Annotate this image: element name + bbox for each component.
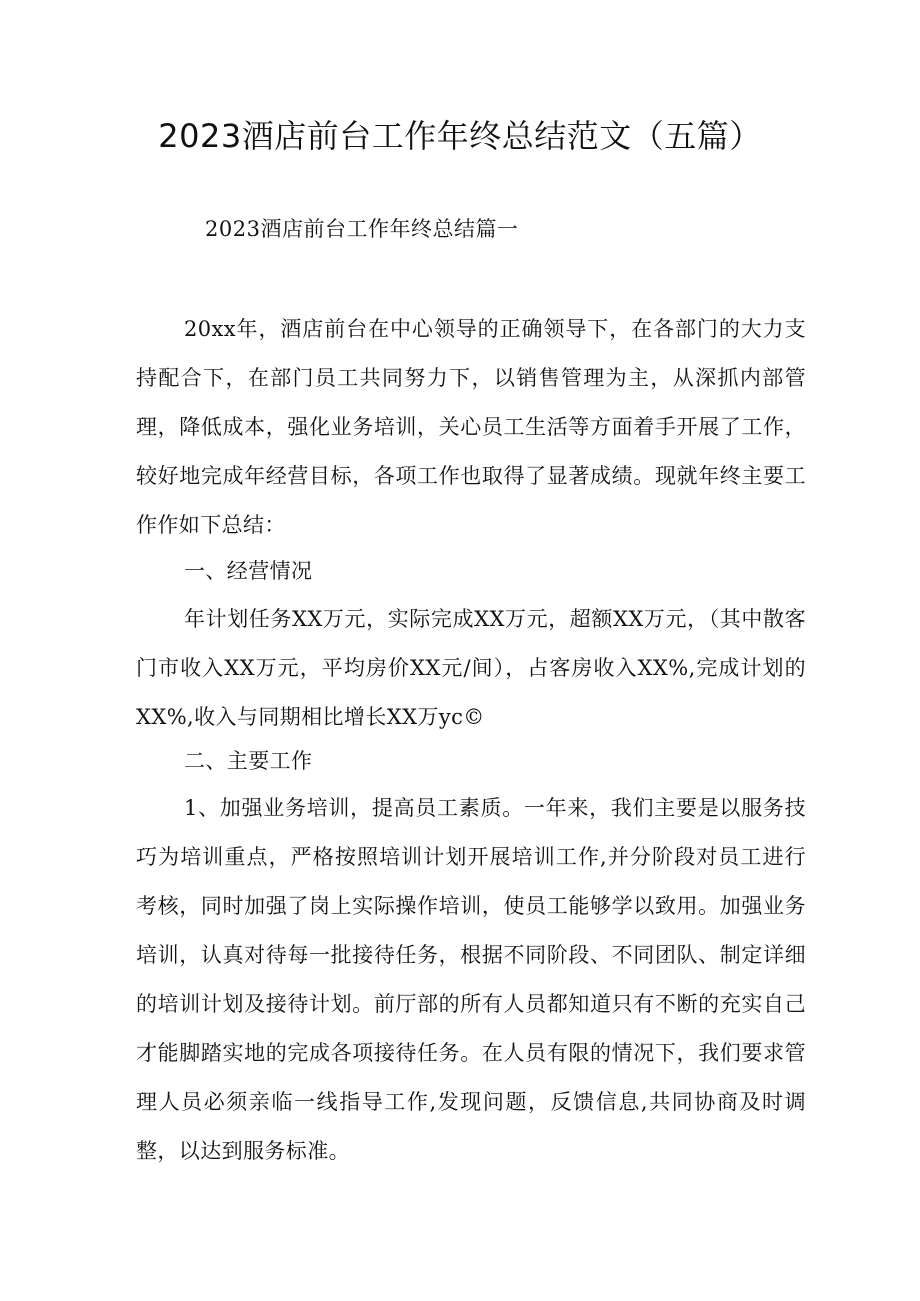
heading-main-work: 二、主要工作	[184, 749, 313, 773]
document-title: 2023酒店前台工作年终总结范文（五篇）	[158, 117, 762, 155]
paragraph-training: 1、加强业务培训，提高员工素质。一年来，我们主要是以服务技巧为培训重点，严格按照培训计划开展培训工作,并分阶段对员工进行考核，同时加强了岗上实际操作培训，使员工能够学以致用。加强业务培训，认真对待每一批接待任务，根据不同阶段、不同团队、制定详细的培训计划及接待计划。前厅部的所有人员都知道只有不断的充实自己才能脚踏实地的完成各项接待任务。在人员有限的情况下，我们要求管理人员必须亲临一线指导工作,发现问题，反馈信息,共同协商及时调整，以达到服务标准。	[136, 796, 806, 1163]
heading-operations: 一、经营情况	[184, 559, 313, 583]
section-title: 2023酒店前台工作年终总结篇一	[205, 217, 519, 241]
paragraph-intro: 20xx年，酒店前台在中心领导的正确领导下，在各部门的大力支持配合下，在部门员工共同努力下，以销售管理为主，从深抓内部管理，降低成本，强化业务培训，关心员工生活等方面着手开展了工作，较好地完成年经营目标，各项工作也取得了显著成绩。现就年终主要工作作如下总结：	[136, 317, 806, 537]
paragraph-operations: 年计划任务XX万元，实际完成XX万元，超额XX万元，（其中散客门市收入XX万元，平均房价XX元/间），占客房收入XX%,完成计划的XX%,收入与同期相比增长XX万yc©	[136, 607, 806, 729]
